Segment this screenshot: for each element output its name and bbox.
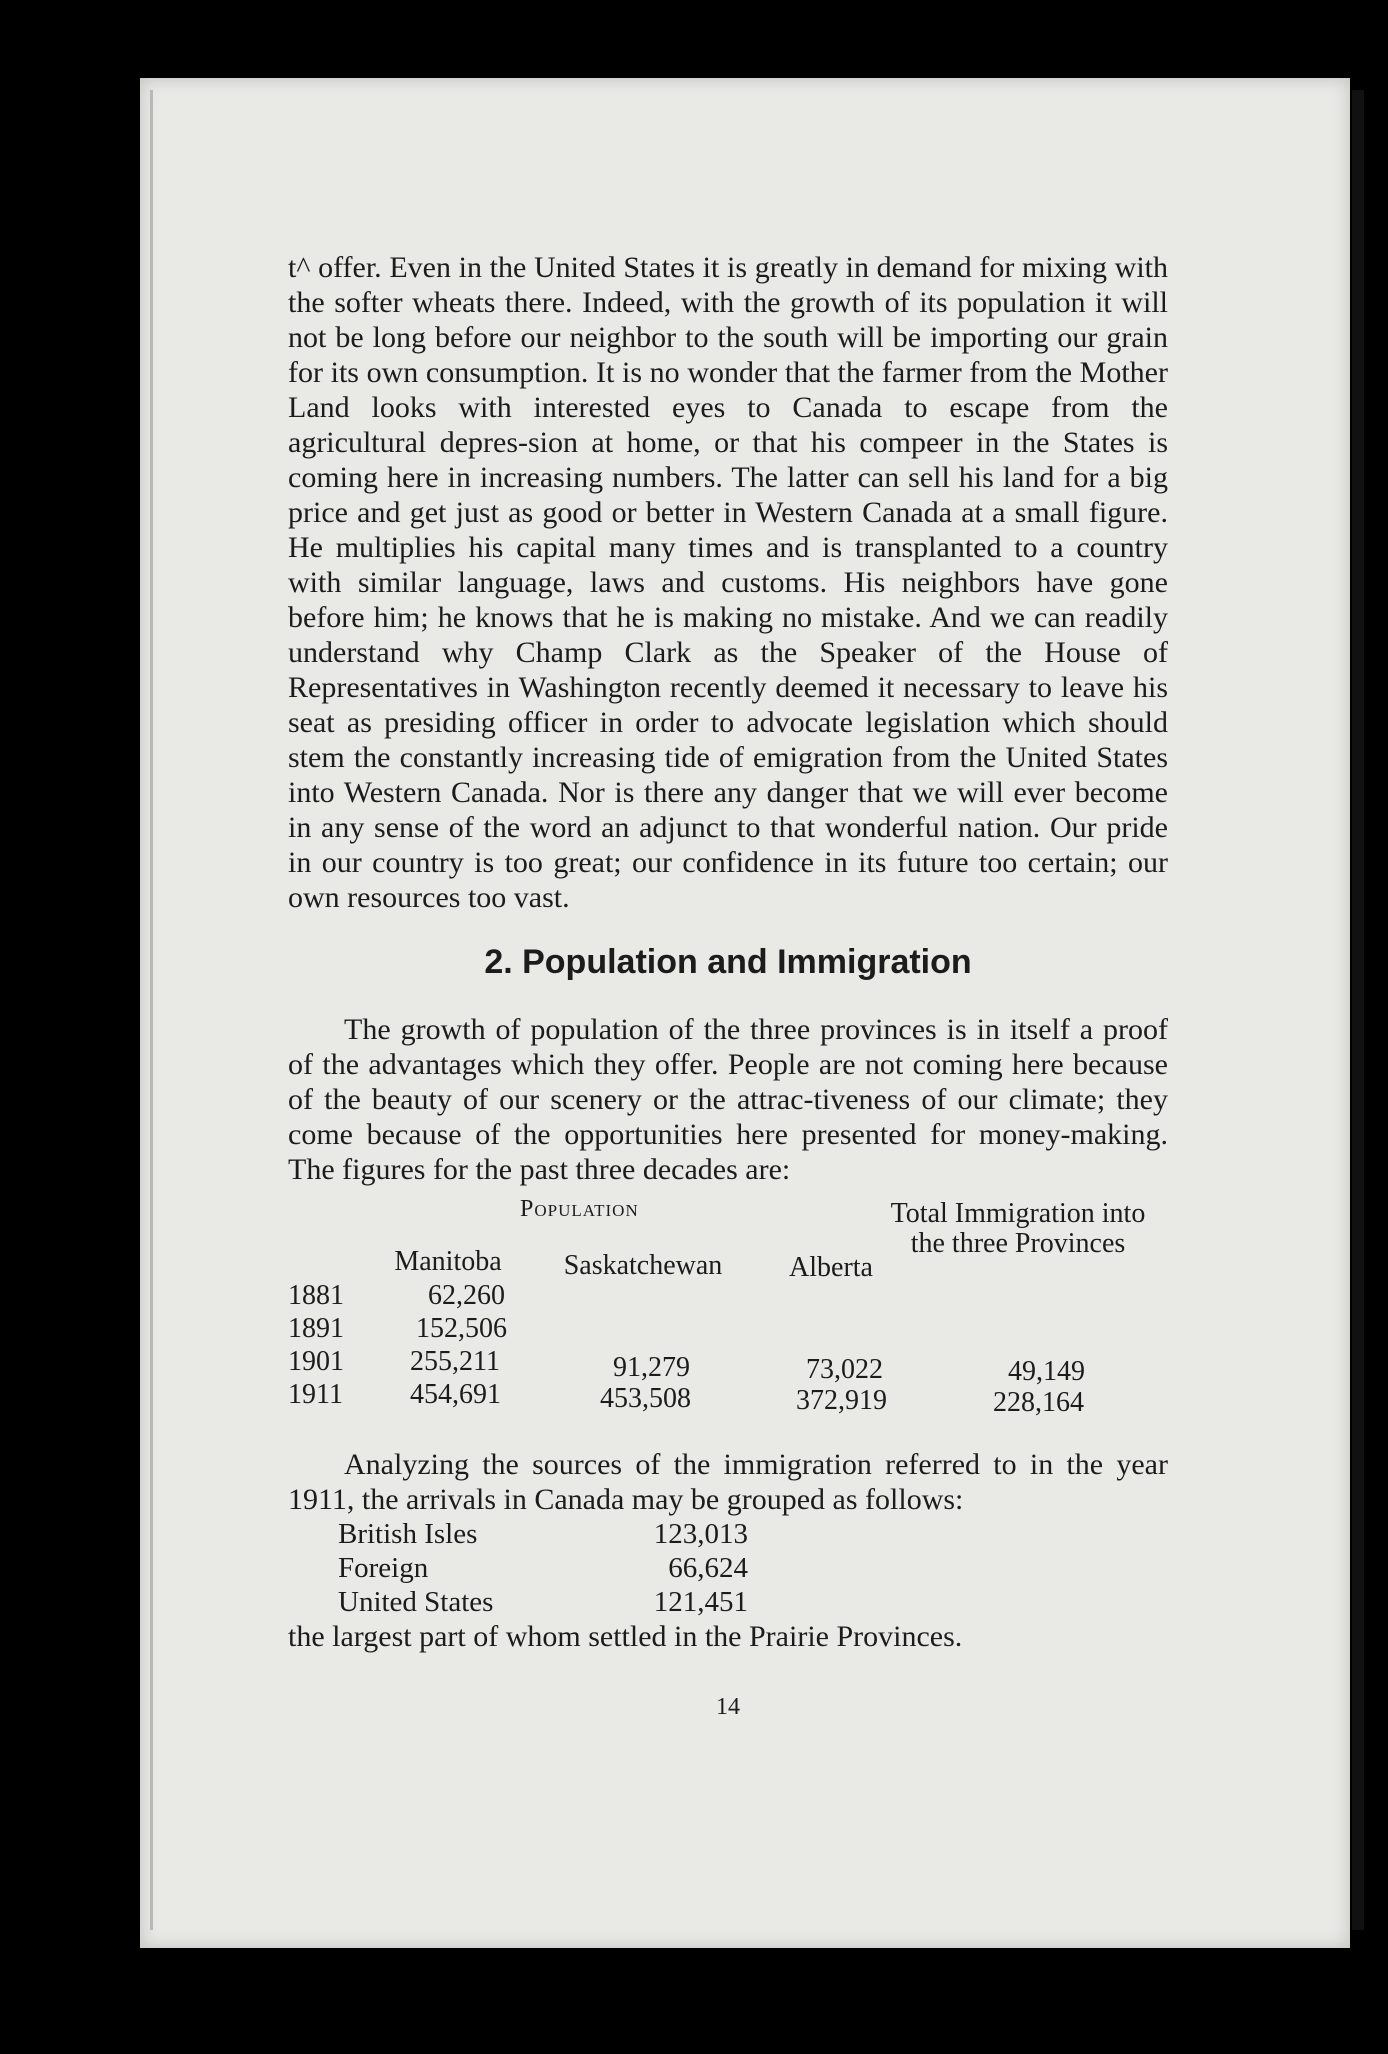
- alberta-cell: 73,022: [806, 1354, 883, 1385]
- immigration-cell: 49,149: [1008, 1356, 1085, 1387]
- year-cell: 1911: [288, 1379, 343, 1410]
- saskatchewan-cell: 453,508: [600, 1383, 691, 1414]
- paragraph-immigration-sources: Analyzing the sources of the immigration referred to in the year 1911, the arrivals in Canada may be grouped as follows:: [288, 1448, 1168, 1516]
- source-value: 123,013: [653, 1518, 748, 1550]
- saskatchewan-cell: 91,279: [613, 1352, 690, 1383]
- header-alberta: Alberta: [789, 1252, 873, 1283]
- table-row: [288, 1345, 1168, 1387]
- list-item: [288, 1517, 1168, 1551]
- paragraph-population-growth: The growth of population of the three provinces is in itself a proof of the advantages which they offer. People are not coming here because of the beauty of our scenery or the attrac-tiveness of our climate; they come because of the opportunities here presented for money-making. The figures for the past three decades are:: [288, 1013, 1168, 1186]
- page-binding-shadow: [1352, 90, 1364, 1930]
- year-cell: 1881: [288, 1280, 344, 1311]
- list-item: [288, 1551, 1168, 1585]
- population-table: [288, 1193, 1168, 1418]
- alberta-cell: 372,919: [796, 1385, 887, 1416]
- immigration-cell: 228,164: [993, 1387, 1084, 1418]
- header-saskatchewan: Saskatchewan: [563, 1250, 723, 1281]
- manitoba-cell: 152,506: [416, 1313, 507, 1344]
- page-number: 14: [716, 1694, 740, 1720]
- closing-line: the largest part of whom settled in the Prairie Provinces.: [288, 1620, 963, 1653]
- page-gutter-line: [150, 90, 153, 1930]
- year-cell: 1891: [288, 1313, 344, 1344]
- manitoba-cell: 255,211: [410, 1346, 500, 1377]
- header-immigration: Total Immigration into the three Provinces: [890, 1198, 1146, 1259]
- source-label: United States: [338, 1586, 494, 1618]
- list-item: [288, 1585, 1168, 1619]
- manitoba-cell: 454,691: [410, 1379, 501, 1410]
- year-cell: 1901: [288, 1346, 344, 1377]
- text-column: [288, 250, 1168, 1721]
- table-row: [288, 1279, 1168, 1312]
- immigration-sources-list: [288, 1517, 1168, 1619]
- source-label: British Isles: [338, 1518, 478, 1550]
- table-row: [288, 1378, 1168, 1418]
- table-row: [288, 1312, 1168, 1345]
- manitoba-cell: 62,260: [428, 1280, 505, 1311]
- source-value: 66,624: [668, 1552, 748, 1584]
- source-value: 121,451: [653, 1586, 748, 1618]
- paragraph-wheat-demand: t^ offer. Even in the United States it is greatly in demand for mixing with the softer wheats there. Indeed, with the growth of its population it will not be long before our neighbor to the south will be importing our grain for its own consumption. It is no wonder that the farmer from the Mother Land looks with interested eyes to Canada to escape from the agricultural depres-sion at home, or that his compeer in the States is coming here in increasing numbers. The latter can sell his land for a big price and get just as good or better in Western Canada at a small figure. He multiplies his capital many times and is transplanted to a country with similar language, laws and customs. His neighbors have gone before him; he knows that he is making no mistake. And we can readily understand why Champ Clark as the Speaker of the House of Representatives in Washington recently deemed it necessary to leave his seat as presiding officer in order to advocate legislation which should stem the constantly increasing tide of emigration from the United States into Western Canada. Nor is there any danger that we will ever become in any sense of the word an adjunct to that wonderful nation. Our pride in our country is too great; our confidence in its future too certain; our own resources too vast.: [288, 251, 1168, 914]
- header-manitoba: Manitoba: [394, 1246, 502, 1277]
- table-caption: Population: [520, 1196, 639, 1222]
- source-label: Foreign: [338, 1552, 429, 1584]
- section-heading: 2. Population and Immigration: [484, 943, 972, 981]
